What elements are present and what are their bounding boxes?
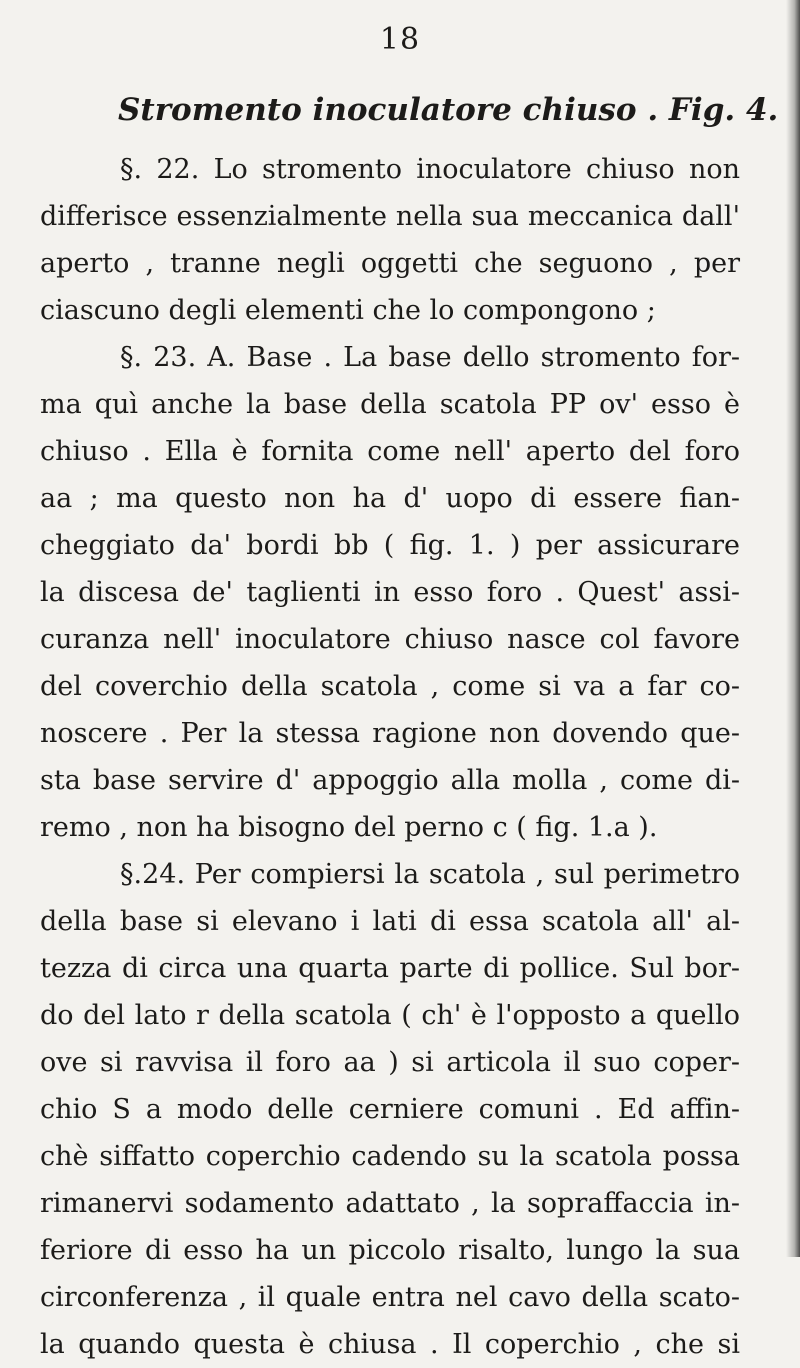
text-line: chio S a modo delle cerniere comuni . Ed affin- [40,1094,740,1125]
text-line: differisce essenzialmente nella sua meccanica dall' [40,201,740,232]
text-line: do del lato r della scatola ( ch' è l'opposto a quello [40,1000,740,1031]
page-number: 18 [379,22,421,57]
text-line: aa ; ma questo non ha d' uopo di essere fian- [40,483,740,514]
text-line: remo , non ha bisogno del perno c ( fig. 1.a ). [40,812,658,843]
text-line: aperto , tranne negli oggetti che seguono , per [40,248,740,279]
text-line: cheggiato da' bordi bb ( fig. 1. ) per assicurare [40,530,740,561]
text-line: la quando questa è chiusa . Il coperchio , che si [40,1329,740,1360]
text-line: rimanervi sodamento adattato , la sopraffaccia in- [40,1188,740,1219]
text-line: curanza nell' inoculatore chiuso nasce col favore [40,624,740,655]
text-line: del coverchio della scatola , come si va a far co- [40,671,740,702]
text-line: la discesa de' taglienti in esso foro . Quest' assi- [40,577,740,608]
page-edge-shadow [786,0,800,1257]
text-line: §. 22. Lo stromento inoculatore chiuso non [120,154,740,185]
body-text [40,146,740,1368]
text-line: chè siffatto coperchio cadendo su la scatola possa [40,1141,740,1172]
text-line: ma quì anche la base della scatola PP ov' esso è [40,389,740,420]
text-line: §.24. Per compiersi la scatola , sul perimetro [120,859,740,890]
text-line: noscere . Per la stessa ragione non dovendo que- [40,718,740,749]
text-line: §. 23. A. Base . La base dello stromento for- [120,342,740,373]
text-line: chiuso . Ella è fornita come nell' aperto del foro [40,436,740,467]
text-line: sta base servire d' appoggio alla molla , come di- [40,765,740,796]
text-line: tezza di circa una quarta parte di pollice. Sul bor- [40,953,740,984]
text-line: della base si elevano i lati di essa scatola all' al- [40,906,740,937]
text-line: ove si ravvisa il foro aa ) si articola il suo coper- [40,1047,740,1078]
text-line: circonferenza , il quale entra nel cavo della scato- [40,1282,740,1313]
text-line: feriore di esso ha un piccolo risalto, lungo la sua [40,1235,740,1266]
section-title: Stromento inoculatore chiuso . Fig. 4. [118,92,779,128]
text-line: ciascuno degli elementi che lo compongono ; [40,295,656,326]
